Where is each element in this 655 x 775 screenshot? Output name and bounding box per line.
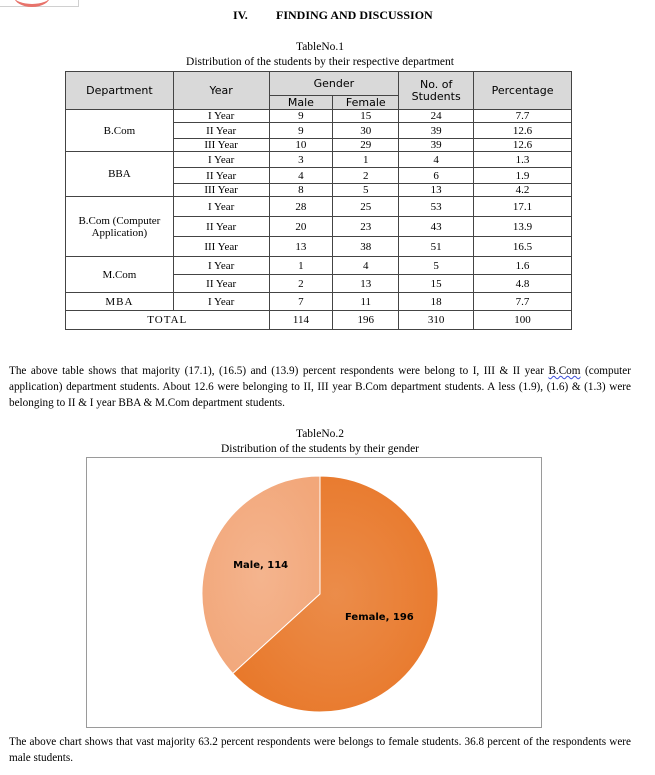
- female-cell: 4: [333, 257, 399, 275]
- paragraph-chart-discussion: The above chart shows that vast majority 63.2 percent respondents were belongs to female students. 36.8 percent of the respondents were male students.: [9, 736, 631, 764]
- percentage-cell: 7.7: [474, 293, 572, 311]
- students-cell: 4: [399, 152, 474, 168]
- male-cell: 9: [269, 123, 333, 139]
- year-cell: III Year: [173, 237, 269, 257]
- section-number: IV.: [233, 8, 248, 22]
- header-department: Department: [66, 72, 174, 110]
- students-cell: 5: [399, 257, 474, 275]
- male-cell: 10: [269, 139, 333, 152]
- female-cell: 30: [333, 123, 399, 139]
- percentage-cell: 1.9: [474, 168, 572, 184]
- female-cell: 1: [333, 152, 399, 168]
- female-cell: 23: [333, 217, 399, 237]
- gender-pie-chart: [86, 457, 542, 728]
- female-cell: 29: [333, 139, 399, 152]
- logo-swoosh-icon: [14, 0, 50, 7]
- section-title: FINDING AND DISCUSSION: [276, 8, 433, 22]
- female-cell: 38: [333, 237, 399, 257]
- year-cell: I Year: [173, 110, 269, 123]
- male-cell: 2: [269, 275, 333, 293]
- header-corner-mark: [0, 0, 79, 7]
- male-cell: 8: [269, 184, 333, 197]
- students-cell: 18: [399, 293, 474, 311]
- paragraph1-text-after: (computer application) department students. About 12.6 were belonging to II, III year B.Com department students. A less (1.9), (1.6) & (1.3) were belonging to II & I year BBA & M.Com department students.: [9, 365, 631, 409]
- paragraph-table1-discussion: [9, 363, 631, 411]
- table2-caption: Distribution of the students by their gender: [220, 443, 420, 455]
- table-row: [66, 257, 572, 275]
- year-cell: II Year: [173, 217, 269, 237]
- male-cell: 9: [269, 110, 333, 123]
- header-female: Female: [333, 96, 399, 110]
- students-cell: 39: [399, 139, 474, 152]
- total-female: 196: [333, 311, 399, 330]
- header-gender: Gender: [269, 72, 399, 96]
- percentage-cell: 7.7: [474, 110, 572, 123]
- table-row: [66, 293, 572, 311]
- male-cell: 3: [269, 152, 333, 168]
- year-cell: II Year: [173, 275, 269, 293]
- female-cell: 2: [333, 168, 399, 184]
- header-students: No. of Students: [399, 72, 474, 110]
- female-cell: 15: [333, 110, 399, 123]
- percentage-cell: 4.2: [474, 184, 572, 197]
- female-cell: 13: [333, 275, 399, 293]
- year-cell: II Year: [173, 168, 269, 184]
- pie-label-male: Male, 114: [233, 559, 289, 571]
- table-body: [66, 110, 572, 311]
- table1-caption: Distribution of the students by their respective department: [186, 56, 454, 68]
- students-cell: 15: [399, 275, 474, 293]
- year-cell: I Year: [173, 197, 269, 217]
- table-row: [66, 110, 572, 123]
- year-cell: III Year: [173, 184, 269, 197]
- students-cell: 43: [399, 217, 474, 237]
- spellcheck-flagged-word: B.Com: [548, 365, 581, 377]
- male-cell: 28: [269, 197, 333, 217]
- header-year: Year: [173, 72, 269, 110]
- students-cell: 24: [399, 110, 474, 123]
- year-cell: I Year: [173, 257, 269, 275]
- students-cell: 39: [399, 123, 474, 139]
- table-row: [66, 197, 572, 217]
- paragraph1-text-before: The above table shows that majority (17.1), (16.5) and (13.9) percent respondents were belong to I, III & II year: [9, 365, 549, 377]
- table-row: [66, 152, 572, 168]
- year-cell: I Year: [173, 152, 269, 168]
- department-distribution-table: [65, 71, 572, 330]
- male-cell: 20: [269, 217, 333, 237]
- percentage-cell: 13.9: [474, 217, 572, 237]
- percentage-cell: 12.6: [474, 123, 572, 139]
- department-cell: BBA: [66, 152, 174, 197]
- percentage-cell: 4.8: [474, 275, 572, 293]
- header-percentage: Percentage: [474, 72, 572, 110]
- male-cell: 13: [269, 237, 333, 257]
- pie-label-female: Female, 196: [345, 612, 414, 624]
- pie-chart-svg: [87, 458, 541, 727]
- department-cell: B.Com (Computer Application): [66, 197, 174, 257]
- students-cell: 13: [399, 184, 474, 197]
- table1-label: TableNo.1: [295, 41, 345, 53]
- total-students: 310: [399, 311, 474, 330]
- year-cell: I Year: [173, 293, 269, 311]
- percentage-cell: 17.1: [474, 197, 572, 217]
- total-male: 114: [269, 311, 333, 330]
- students-cell: 6: [399, 168, 474, 184]
- female-cell: 25: [333, 197, 399, 217]
- female-cell: 11: [333, 293, 399, 311]
- female-cell: 5: [333, 184, 399, 197]
- table2-label: TableNo.2: [295, 428, 345, 440]
- total-row: [66, 311, 572, 330]
- percentage-cell: 12.6: [474, 139, 572, 152]
- male-cell: 7: [269, 293, 333, 311]
- students-cell: 53: [399, 197, 474, 217]
- department-cell: MBA: [66, 293, 174, 311]
- total-label: TOTAL: [66, 311, 270, 330]
- male-cell: 4: [269, 168, 333, 184]
- total-percentage: 100: [474, 311, 572, 330]
- students-cell: 51: [399, 237, 474, 257]
- percentage-cell: 1.3: [474, 152, 572, 168]
- header-male: Male: [269, 96, 333, 110]
- department-cell: M.Com: [66, 257, 174, 293]
- year-cell: II Year: [173, 123, 269, 139]
- percentage-cell: 16.5: [474, 237, 572, 257]
- percentage-cell: 1.6: [474, 257, 572, 275]
- department-cell: B.Com: [66, 110, 174, 152]
- year-cell: III Year: [173, 139, 269, 152]
- male-cell: 1: [269, 257, 333, 275]
